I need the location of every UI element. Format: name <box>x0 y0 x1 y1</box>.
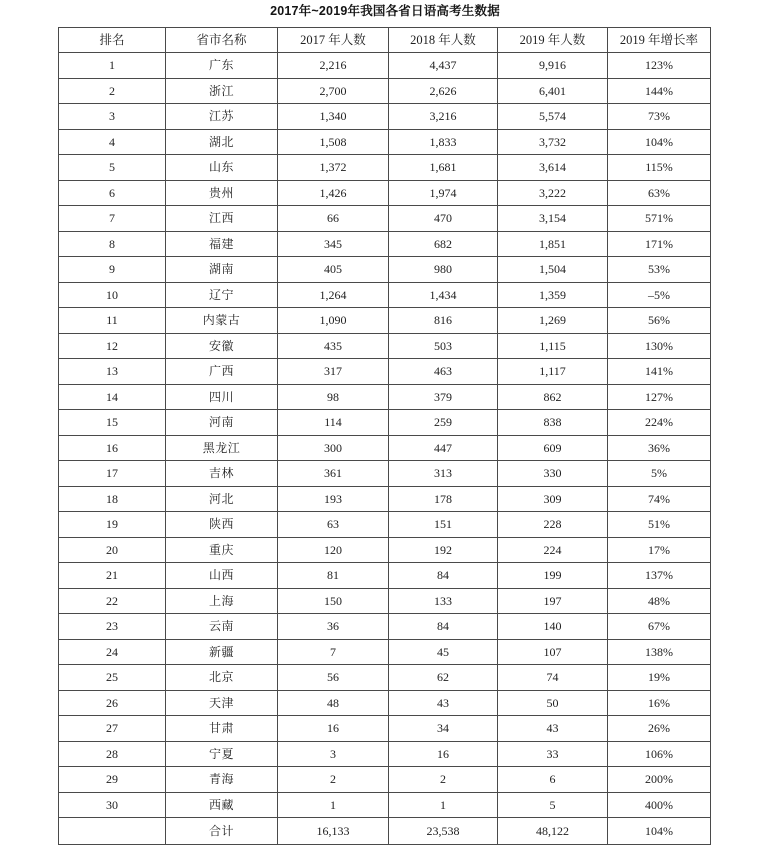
table-row <box>59 206 711 232</box>
cell-province: 江西 <box>166 206 278 232</box>
table-row <box>59 741 711 767</box>
cell-2019: 199 <box>498 563 608 589</box>
cell-province: 湖南 <box>166 257 278 283</box>
cell-2019: 107 <box>498 639 608 665</box>
cell-growth: 137% <box>608 563 711 589</box>
cell-rank: 28 <box>59 741 166 767</box>
cell-province: 上海 <box>166 588 278 614</box>
column-header-2017: 2017 年人数 <box>278 28 389 53</box>
cell-province: 广东 <box>166 53 278 79</box>
cell-2019: 309 <box>498 486 608 512</box>
cell-2019: 1,117 <box>498 359 608 385</box>
cell-province: 广西 <box>166 359 278 385</box>
cell-2019: 3,732 <box>498 129 608 155</box>
cell-2017: 2 <box>278 767 389 793</box>
table-row <box>59 231 711 257</box>
cell-2017: 1 <box>278 792 389 818</box>
cell-2018: 16 <box>389 741 498 767</box>
cell-2018: 43 <box>389 690 498 716</box>
cell-growth: 73% <box>608 104 711 130</box>
cell-growth: 56% <box>608 308 711 334</box>
cell-rank: 2 <box>59 78 166 104</box>
table-row <box>59 180 711 206</box>
cell-2017: 2,700 <box>278 78 389 104</box>
cell-2017: 63 <box>278 512 389 538</box>
table-row <box>59 665 711 691</box>
table-total-row <box>59 818 711 845</box>
cell-rank: 29 <box>59 767 166 793</box>
cell-2017: 98 <box>278 384 389 410</box>
table-row <box>59 104 711 130</box>
cell-2018: 980 <box>389 257 498 283</box>
cell-2019: 5,574 <box>498 104 608 130</box>
cell-2018: 192 <box>389 537 498 563</box>
cell-2018: 379 <box>389 384 498 410</box>
column-header-2019: 2019 年人数 <box>498 28 608 53</box>
cell-growth: 127% <box>608 384 711 410</box>
cell-rank: 16 <box>59 435 166 461</box>
cell-rank: 12 <box>59 333 166 359</box>
cell-province: 宁夏 <box>166 741 278 767</box>
cell-rank: 30 <box>59 792 166 818</box>
cell-growth: 138% <box>608 639 711 665</box>
cell-2018: 34 <box>389 716 498 742</box>
cell-2017: 317 <box>278 359 389 385</box>
cell-2019: 1,269 <box>498 308 608 334</box>
table-row <box>59 129 711 155</box>
cell-2017: 114 <box>278 410 389 436</box>
cell-2017: 361 <box>278 461 389 487</box>
japanese-gaokao-students-table <box>58 27 711 845</box>
cell-province: 陕西 <box>166 512 278 538</box>
cell-province: 内蒙古 <box>166 308 278 334</box>
cell-rank: 15 <box>59 410 166 436</box>
cell-2017: 3 <box>278 741 389 767</box>
cell-2018: 1 <box>389 792 498 818</box>
cell-2017: 2,216 <box>278 53 389 79</box>
cell-2019: 3,614 <box>498 155 608 181</box>
cell-2018: 503 <box>389 333 498 359</box>
cell-2019: 609 <box>498 435 608 461</box>
cell-province: 云南 <box>166 614 278 640</box>
cell-2017: 1,426 <box>278 180 389 206</box>
cell-2019: 330 <box>498 461 608 487</box>
table-row <box>59 359 711 385</box>
cell-2018: 133 <box>389 588 498 614</box>
cell-rank: 20 <box>59 537 166 563</box>
table-row <box>59 486 711 512</box>
cell-growth: –5% <box>608 282 711 308</box>
cell-rank: 7 <box>59 206 166 232</box>
cell-2017: 150 <box>278 588 389 614</box>
table-row <box>59 282 711 308</box>
cell-growth: 51% <box>608 512 711 538</box>
cell-2017: 1,508 <box>278 129 389 155</box>
cell-growth: 104% <box>608 129 711 155</box>
cell-2019: 43 <box>498 716 608 742</box>
cell-rank: 14 <box>59 384 166 410</box>
table-row <box>59 767 711 793</box>
cell-2019: 6 <box>498 767 608 793</box>
cell-2018: 463 <box>389 359 498 385</box>
cell-province: 吉林 <box>166 461 278 487</box>
cell-rank: 4 <box>59 129 166 155</box>
cell-growth: 171% <box>608 231 711 257</box>
cell-2018: 4,437 <box>389 53 498 79</box>
cell-rank: 27 <box>59 716 166 742</box>
cell-2018: 151 <box>389 512 498 538</box>
cell-2017: 16,133 <box>278 818 389 845</box>
cell-2019: 1,851 <box>498 231 608 257</box>
cell-province: 新疆 <box>166 639 278 665</box>
cell-2017: 405 <box>278 257 389 283</box>
table-row <box>59 435 711 461</box>
cell-rank: 26 <box>59 690 166 716</box>
cell-province: 安徽 <box>166 333 278 359</box>
cell-growth: 115% <box>608 155 711 181</box>
cell-2019: 33 <box>498 741 608 767</box>
cell-province: 辽宁 <box>166 282 278 308</box>
cell-province: 甘肃 <box>166 716 278 742</box>
cell-2019: 228 <box>498 512 608 538</box>
cell-growth: 104% <box>608 818 711 845</box>
cell-growth: 67% <box>608 614 711 640</box>
table-header-row <box>59 28 711 53</box>
cell-2017: 1,264 <box>278 282 389 308</box>
table-row <box>59 563 711 589</box>
table-row <box>59 716 711 742</box>
cell-province: 浙江 <box>166 78 278 104</box>
cell-province: 四川 <box>166 384 278 410</box>
column-header-rank: 排名 <box>59 28 166 53</box>
cell-province: 黑龙江 <box>166 435 278 461</box>
cell-2018: 84 <box>389 563 498 589</box>
cell-2017: 48 <box>278 690 389 716</box>
table-row <box>59 537 711 563</box>
cell-rank: 3 <box>59 104 166 130</box>
cell-province: 合计 <box>166 818 278 845</box>
table-row <box>59 512 711 538</box>
table-row <box>59 614 711 640</box>
cell-2019: 9,916 <box>498 53 608 79</box>
cell-growth: 17% <box>608 537 711 563</box>
cell-rank: 8 <box>59 231 166 257</box>
table-row <box>59 461 711 487</box>
column-header-growth: 2019 年增长率 <box>608 28 711 53</box>
cell-2018: 2,626 <box>389 78 498 104</box>
table-row <box>59 690 711 716</box>
cell-province: 江苏 <box>166 104 278 130</box>
cell-2018: 682 <box>389 231 498 257</box>
cell-2019: 74 <box>498 665 608 691</box>
cell-rank: 19 <box>59 512 166 538</box>
table-row <box>59 384 711 410</box>
table-body <box>59 53 711 845</box>
cell-growth: 36% <box>608 435 711 461</box>
cell-growth: 26% <box>608 716 711 742</box>
cell-growth: 144% <box>608 78 711 104</box>
cell-2017: 81 <box>278 563 389 589</box>
cell-growth: 130% <box>608 333 711 359</box>
cell-rank: 5 <box>59 155 166 181</box>
cell-2017: 1,372 <box>278 155 389 181</box>
cell-2018: 816 <box>389 308 498 334</box>
cell-2017: 7 <box>278 639 389 665</box>
cell-2019: 1,115 <box>498 333 608 359</box>
cell-rank: 23 <box>59 614 166 640</box>
table-row <box>59 410 711 436</box>
cell-2018: 84 <box>389 614 498 640</box>
cell-2019: 197 <box>498 588 608 614</box>
cell-rank: 17 <box>59 461 166 487</box>
cell-2017: 16 <box>278 716 389 742</box>
cell-province: 湖北 <box>166 129 278 155</box>
cell-2018: 2 <box>389 767 498 793</box>
cell-rank <box>59 818 166 845</box>
cell-2018: 447 <box>389 435 498 461</box>
table-row <box>59 257 711 283</box>
table-header <box>59 28 711 53</box>
cell-2018: 23,538 <box>389 818 498 845</box>
cell-rank: 11 <box>59 308 166 334</box>
cell-province: 河北 <box>166 486 278 512</box>
cell-rank: 18 <box>59 486 166 512</box>
cell-province: 北京 <box>166 665 278 691</box>
cell-2018: 3,216 <box>389 104 498 130</box>
cell-2017: 435 <box>278 333 389 359</box>
cell-2019: 3,222 <box>498 180 608 206</box>
cell-2019: 50 <box>498 690 608 716</box>
table-row <box>59 333 711 359</box>
cell-2019: 48,122 <box>498 818 608 845</box>
cell-2018: 1,833 <box>389 129 498 155</box>
column-header-province: 省市名称 <box>166 28 278 53</box>
cell-growth: 123% <box>608 53 711 79</box>
cell-province: 河南 <box>166 410 278 436</box>
cell-growth: 63% <box>608 180 711 206</box>
cell-growth: 48% <box>608 588 711 614</box>
cell-2017: 345 <box>278 231 389 257</box>
cell-province: 山西 <box>166 563 278 589</box>
cell-province: 贵州 <box>166 180 278 206</box>
cell-rank: 24 <box>59 639 166 665</box>
table-row <box>59 792 711 818</box>
cell-province: 福建 <box>166 231 278 257</box>
cell-growth: 74% <box>608 486 711 512</box>
table-row <box>59 308 711 334</box>
cell-rank: 22 <box>59 588 166 614</box>
cell-rank: 9 <box>59 257 166 283</box>
cell-2018: 470 <box>389 206 498 232</box>
cell-province: 天津 <box>166 690 278 716</box>
cell-2017: 120 <box>278 537 389 563</box>
cell-province: 山东 <box>166 155 278 181</box>
cell-2018: 45 <box>389 639 498 665</box>
cell-2017: 36 <box>278 614 389 640</box>
cell-2017: 56 <box>278 665 389 691</box>
cell-growth: 19% <box>608 665 711 691</box>
cell-2019: 3,154 <box>498 206 608 232</box>
cell-2019: 5 <box>498 792 608 818</box>
cell-growth: 224% <box>608 410 711 436</box>
cell-2018: 1,434 <box>389 282 498 308</box>
cell-growth: 106% <box>608 741 711 767</box>
cell-growth: 53% <box>608 257 711 283</box>
cell-rank: 6 <box>59 180 166 206</box>
cell-2018: 1,974 <box>389 180 498 206</box>
cell-growth: 16% <box>608 690 711 716</box>
cell-2018: 1,681 <box>389 155 498 181</box>
cell-province: 青海 <box>166 767 278 793</box>
cell-2018: 62 <box>389 665 498 691</box>
table-container <box>58 27 710 845</box>
cell-2018: 259 <box>389 410 498 436</box>
cell-2019: 224 <box>498 537 608 563</box>
cell-2019: 1,504 <box>498 257 608 283</box>
table-row <box>59 78 711 104</box>
cell-2019: 862 <box>498 384 608 410</box>
table-row <box>59 155 711 181</box>
cell-2018: 178 <box>389 486 498 512</box>
cell-growth: 5% <box>608 461 711 487</box>
cell-2017: 1,340 <box>278 104 389 130</box>
cell-growth: 571% <box>608 206 711 232</box>
cell-rank: 1 <box>59 53 166 79</box>
cell-2019: 838 <box>498 410 608 436</box>
cell-rank: 25 <box>59 665 166 691</box>
cell-growth: 200% <box>608 767 711 793</box>
cell-rank: 13 <box>59 359 166 385</box>
cell-2017: 66 <box>278 206 389 232</box>
cell-rank: 21 <box>59 563 166 589</box>
cell-province: 重庆 <box>166 537 278 563</box>
column-header-2018: 2018 年人数 <box>389 28 498 53</box>
cell-2019: 140 <box>498 614 608 640</box>
cell-2019: 6,401 <box>498 78 608 104</box>
cell-2018: 313 <box>389 461 498 487</box>
table-row <box>59 588 711 614</box>
table-row <box>59 639 711 665</box>
cell-growth: 400% <box>608 792 711 818</box>
cell-rank: 10 <box>59 282 166 308</box>
cell-2017: 1,090 <box>278 308 389 334</box>
page-title: 2017年~2019年我国各省日语高考生数据 <box>270 4 500 18</box>
cell-2017: 300 <box>278 435 389 461</box>
table-row <box>59 53 711 79</box>
cell-2017: 193 <box>278 486 389 512</box>
cell-2019: 1,359 <box>498 282 608 308</box>
cell-province: 西藏 <box>166 792 278 818</box>
cell-growth: 141% <box>608 359 711 385</box>
